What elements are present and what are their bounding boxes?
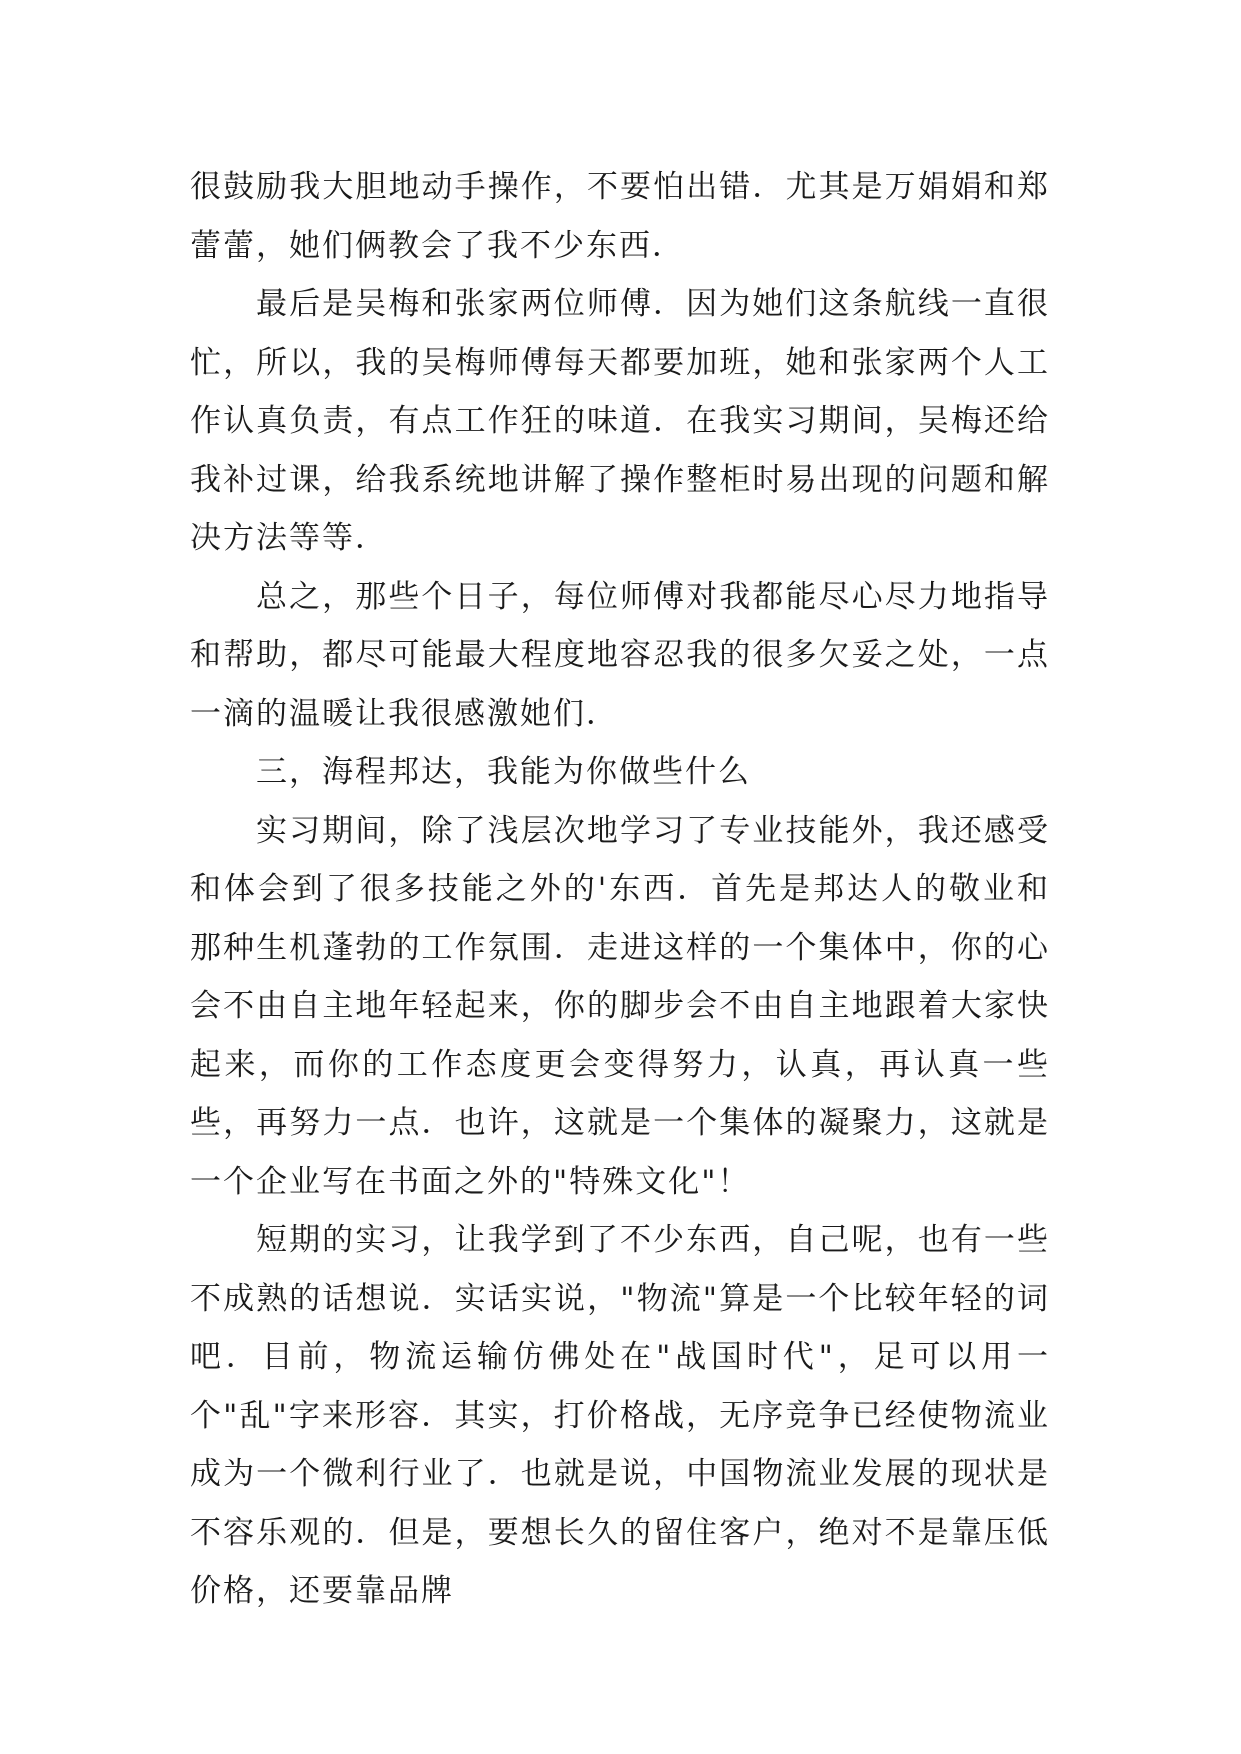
paragraph-continuation: 很鼓励我大胆地动手操作，不要怕出错．尤其是万娟娟和郑蕾蕾，她们俩教会了我不少东西． (190, 169, 1050, 264)
paragraph-company-culture: 实习期间，除了浅层次地学习了专业技能外，我还感受和体会到了很多技能之外的'东西．首先是邦达人的敬业和那种生机蓬勃的工作氛围．走进这样的一个集体中，你的心会不由自主地年轻起来，你的脚步会不由自主地跟着大家快起来，而你的工作态度更会变得努力，认真，再认真一些些，再努力一点．也许，这就是一个集体的凝聚力，这就是一个企业写在书面之外的"特殊文化"！ (190, 812, 1050, 1200)
paragraph-summary-gratitude: 总之，那些个日子，每位师傅对我都能尽心尽力地指导和帮助，都尽可能最大程度地容忍我的很多欠妥之处，一点一滴的温暖让我很感激她们． (190, 578, 1050, 732)
section-heading: 三，海程邦达，我能为你做些什么 (256, 754, 751, 790)
document-body (190, 158, 1050, 1621)
paragraph-mentors-wu-zhang: 最后是吴梅和张家两位师傅．因为她们这条航线一直很忙，所以，我的吴梅师傅每天都要加班，她和张家两个人工作认真负责，有点工作狂的味道．在我实习期间，吴梅还给我补过课，给我系统地讲解了操作整柜时易出现的问题和解决方法等等． (190, 286, 1050, 556)
paragraph-logistics-thoughts: 短期的实习，让我学到了不少东西，自己呢，也有一些不成熟的话想说．实话实说，"物流"算是一个比较年轻的词吧．目前，物流运输仿佛处在"战国时代"，足可以用一个"乱"字来形容．其实，打价格战，无序竞争已经使物流业成为一个微利行业了．也就是说，中国物流业发展的现状是不容乐观的．但是，要想长久的留住客户，绝对不是靠压低价格，还要靠品牌 (190, 1222, 1050, 1609)
